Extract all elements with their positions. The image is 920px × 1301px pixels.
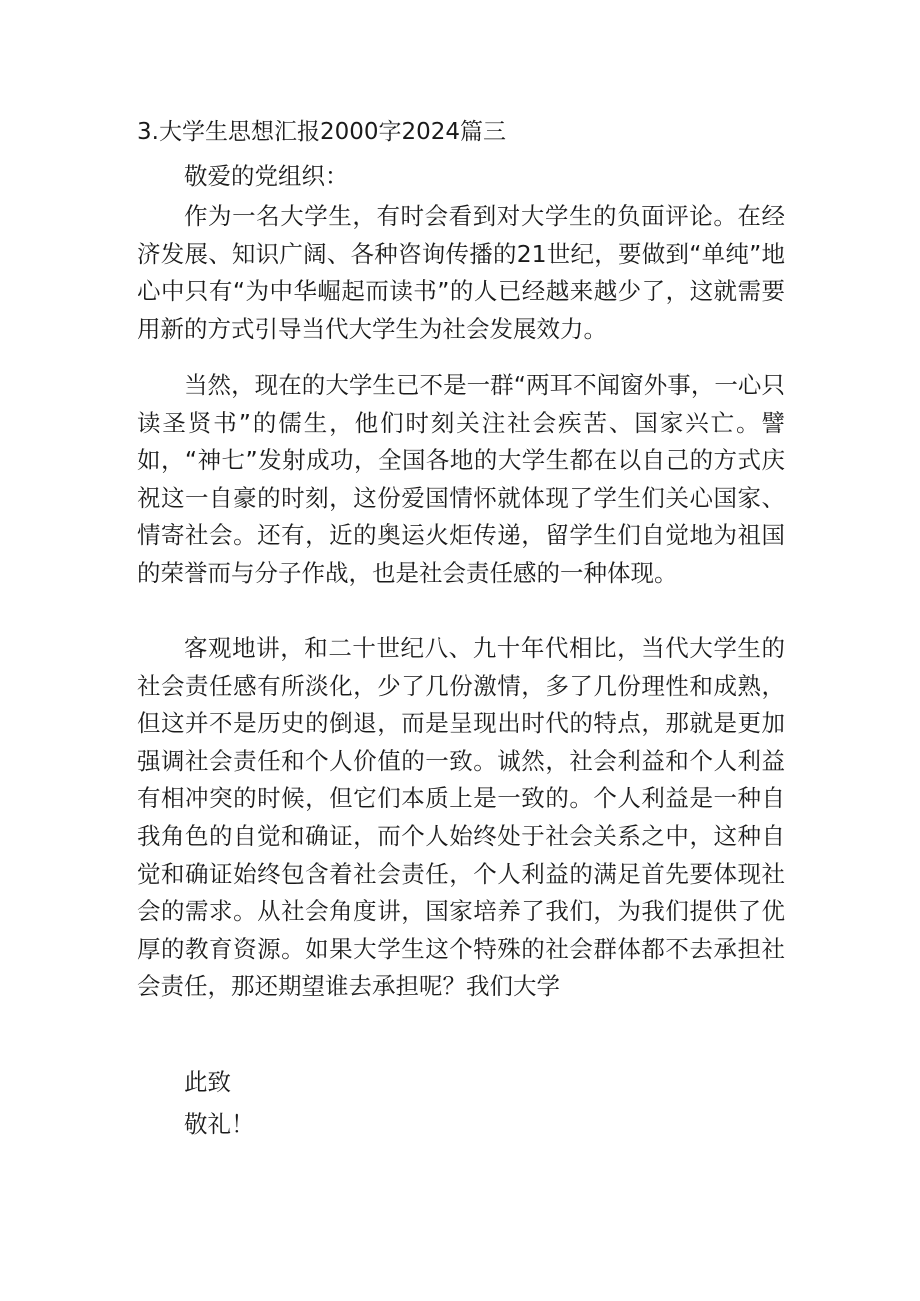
closing-line-2: 敬礼！ xyxy=(184,1110,255,1138)
paragraph-2: 当然，现在的大学生已不是一群“两耳不闻窗外事，一心只读圣贤书”的儒生，他们时刻关注社会疾苦、国家兴亡。譬如，“神七”发射成功，全国各地的大学生都在以自己的方式庆祝这一自豪的时刻，这份爱国情怀就体现了学生们关心国家、情寄社会。还有，近的奥运火炬传递，留学生们自觉地为祖国的荣誉而与分子作战，也是社会责任感的一种体现。 xyxy=(137,371,785,587)
salutation: 敬爱的党组织： xyxy=(184,162,349,190)
document-title: 3.大学生思想汇报2000字2024篇三 xyxy=(137,119,507,145)
paragraph-1: 作为一名大学生，有时会看到对大学生的负面评论。在经济发展、知识广阔、各种咨询传播的21世纪，要做到“单纯”地心中只有“为中华崛起而读书”的人已经越来越少了，这就需要用新的方式引导当代大学生为社会发展效力。 xyxy=(137,202,785,343)
paragraph-3: 客观地讲，和二十世纪八、九十年代相比，当代大学生的社会责任感有所淡化，少了几份激情，多了几份理性和成熟，但这并不是历史的倒退，而是呈现出时代的特点，那就是更加强调社会责任和个人价值的一致。诚然，社会利益和个人利益有相冲突的时候，但它们本质上是一致的。个人利益是一种自我角色的自觉和确证，而个人始终处于社会关系之中，这种自觉和确证始终包含着社会责任，个人利益的满足首先要体现社会的需求。从社会角度讲，国家培养了我们，为我们提供了优厚的教育资源。如果大学生这个特殊的社会群体都不去承担社会责任，那还期望谁去承担呢？我们大学 xyxy=(137,634,785,1001)
closing-line-1: 此致 xyxy=(184,1068,231,1096)
